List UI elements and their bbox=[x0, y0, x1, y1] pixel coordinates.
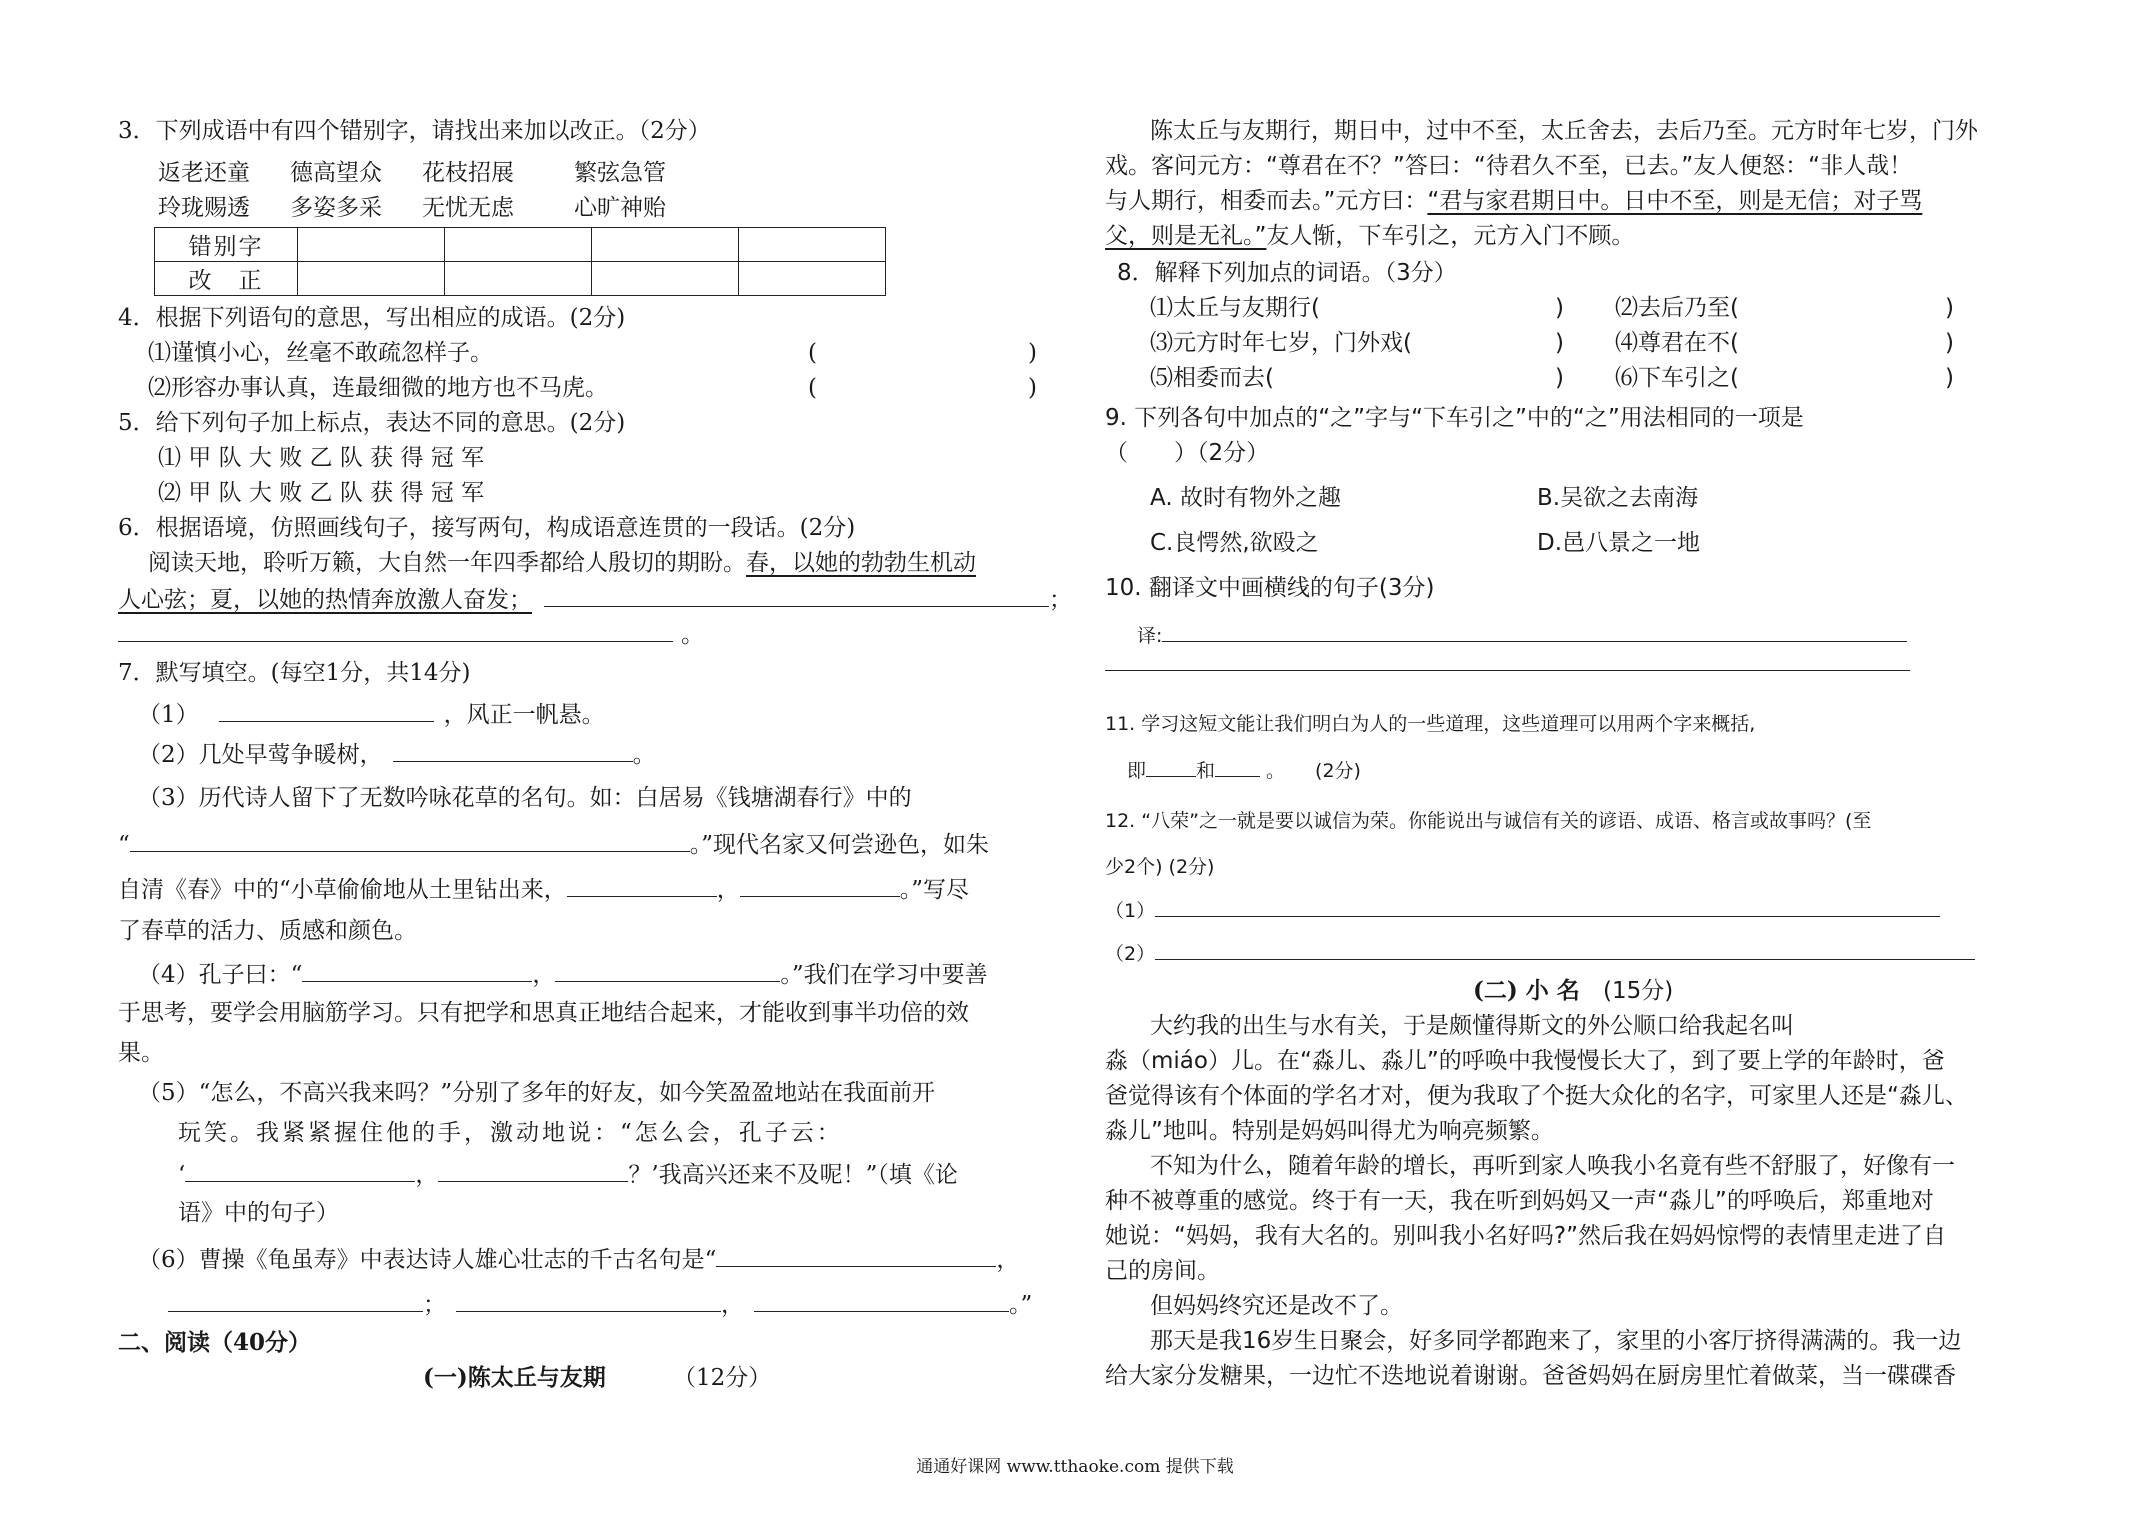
blank[interactable] bbox=[754, 1287, 1009, 1312]
q4-title: 4．根据下列语句的意思，写出相应的成语。(2分) bbox=[118, 305, 626, 331]
reading2-score: (15分) bbox=[1603, 978, 1674, 1004]
q8-close: ) bbox=[1555, 330, 1564, 356]
q8-close: ) bbox=[1555, 365, 1564, 391]
q10-blank-line2[interactable] bbox=[1105, 670, 1910, 671]
q10-title: 10. 翻译文中画横线的句子(3分) bbox=[1105, 575, 1435, 601]
passage-line: 与人期行，相委而去。”元方曰：“君与家君期日中。日中不至，则是无信；对子骂 bbox=[1105, 188, 1923, 214]
footer-credit: 通通好课网 www.tthaoke.com 提供下载 bbox=[916, 1457, 1234, 1477]
q7-s5-l2: 玩笑。我紧紧握住他的手，激动地说：“怎么会，孔子云： bbox=[178, 1120, 843, 1146]
section-2-heading: 二、阅读（40分） bbox=[118, 1329, 312, 1356]
q3-title: 3．下列成语中有四个错别字，请找出来加以改正。（2分） bbox=[118, 118, 711, 144]
passage2-line: 但妈妈终究还是改不了。 bbox=[1150, 1293, 1403, 1319]
blank[interactable] bbox=[438, 1157, 628, 1182]
q4-paren-open: ( bbox=[808, 340, 817, 366]
blank[interactable] bbox=[567, 872, 717, 897]
q12-item1: （1） bbox=[1105, 895, 1940, 927]
q12-l2: 少2个) (2分) bbox=[1105, 856, 1215, 878]
q12-title: 12. “八荣”之一就是要以诚信为荣。你能说出与诚信有关的谚语、成语、格言或故事吗？(至 bbox=[1105, 810, 1872, 832]
q8-item6: ⑹下车引之( bbox=[1615, 365, 1739, 391]
passage2-line: 不知为什么，随着年龄的增长，再听到家人唤我小名竟有些不舒服了，好像有一 bbox=[1150, 1153, 1955, 1179]
passage2-line: 爸觉得该有个体面的学名才对，便为我取了个挺大众化的名字，可家里人还是“淼儿、 bbox=[1105, 1083, 1968, 1109]
q7-s3-l2: “ 。”现代名家又何尝逊色，如朱 bbox=[118, 827, 989, 861]
q7-title: 7．默写填空。(每空1分，共14分) bbox=[118, 660, 471, 686]
passage-line: 陈太丘与友期行，期日中，过中不至，太丘舍去，去后乃至。元方时年七岁，门外 bbox=[1150, 118, 1978, 144]
q9-title: 9. 下列各句中加点的“之”字与“下车引之”中的“之”用法相同的一项是 bbox=[1105, 405, 1804, 431]
q8-title: 8．解释下列加点的词语。（3分） bbox=[1117, 260, 1457, 286]
passage2-line: 种不被尊重的感觉。终于有一天，我在听到妈妈又一声“淼儿”的呼唤后，郑重地对 bbox=[1105, 1188, 1934, 1214]
blank[interactable] bbox=[555, 957, 780, 982]
q4-item2: ⑵形容办事认真，连最细微的地方也不马虎。 bbox=[148, 375, 608, 401]
blank[interactable] bbox=[1155, 941, 1975, 960]
passage2-line: 那天是我16岁生日聚会，好多同学都跑来了，家里的小客厅挤得满满的。我一边 bbox=[1150, 1328, 1962, 1354]
q4-paren-close: ) bbox=[1028, 340, 1037, 366]
blank[interactable] bbox=[716, 1242, 996, 1267]
blank[interactable] bbox=[544, 582, 1049, 607]
q10-answer-line: 译: bbox=[1137, 620, 1907, 652]
q7-s1: （1） ，风正一帆悬。 bbox=[138, 697, 605, 731]
q5-title: 5．给下列句子加上标点，表达不同的意思。(2分) bbox=[118, 410, 626, 436]
passage-line: 戏。客问元方：“尊君在不？”答曰：“待君久不至，已去。”友人便怒：“非人哉！ bbox=[1105, 153, 1913, 179]
blank[interactable] bbox=[1215, 758, 1260, 777]
q6-line1: 阅读天地，聆听万籁，大自然一年四季都给人殷切的期盼。春，以她的勃勃生机动 bbox=[148, 550, 976, 576]
q8-item4: ⑷尊君在不( bbox=[1615, 330, 1739, 356]
q9-paren: （ ）（2分） bbox=[1105, 440, 1270, 466]
q7-s3-l3: 自清《春》中的“小草偷偷地从土里钻出来， ， 。”写尽 bbox=[118, 872, 969, 906]
table-head-wrong: 错别字 bbox=[155, 228, 298, 262]
table-cell[interactable] bbox=[298, 262, 445, 296]
q9-option-c[interactable]: C.良愕然,欲殴之 bbox=[1150, 530, 1319, 556]
q4-paren-open: ( bbox=[808, 375, 817, 401]
table-cell[interactable] bbox=[592, 262, 739, 296]
table-cell[interactable] bbox=[298, 228, 445, 262]
blank[interactable] bbox=[302, 957, 532, 982]
q12-item2: （2） bbox=[1105, 938, 1975, 970]
q8-close: ) bbox=[1555, 295, 1564, 321]
q5-item2: ⑵ 甲 队 大 败 乙 队 获 得 冠 军 bbox=[158, 480, 485, 506]
q6-line3: 。 bbox=[118, 617, 704, 651]
q8-close: ) bbox=[1945, 330, 1954, 356]
blank[interactable] bbox=[456, 1287, 721, 1312]
q6-line2: 人心弦；夏，以她的热情奔放激人奋发； ； bbox=[118, 582, 1072, 616]
q8-close: ) bbox=[1945, 365, 1954, 391]
q9-option-b[interactable]: B.吴欲之去南海 bbox=[1537, 485, 1699, 511]
q7-s6-l2: ； ， 。” bbox=[168, 1287, 1032, 1321]
q8-item1: ⑴太丘与友期行( bbox=[1150, 295, 1320, 321]
q7-s4-l3: 果。 bbox=[118, 1040, 164, 1066]
q9-option-a[interactable]: A. 故时有物外之趣 bbox=[1150, 485, 1341, 511]
q8-close: ) bbox=[1945, 295, 1954, 321]
blank[interactable] bbox=[219, 697, 434, 722]
blank[interactable] bbox=[1162, 623, 1907, 642]
passage2-line: 淼儿”地叫。特别是妈妈叫得尤为响亮频繁。 bbox=[1105, 1118, 1554, 1144]
blank[interactable] bbox=[185, 1157, 415, 1182]
passage2-line: 己的房间。 bbox=[1105, 1258, 1220, 1284]
q3-idioms-row1: 返老还童 德高望众 花枝招展 繁弦急管 bbox=[158, 160, 666, 186]
q7-s2: （2）几处早莺争暖树， 。 bbox=[138, 737, 656, 771]
q7-s3-l4: 了春草的活力、质感和颜色。 bbox=[118, 918, 417, 944]
q4-item1: ⑴谨慎小心，丝毫不敢疏忽样子。 bbox=[148, 340, 493, 366]
reading1-score: （12分） bbox=[673, 1365, 772, 1391]
q3-idioms-row2: 玲珑赐透 多姿多采 无忧无虑 心旷神贻 bbox=[158, 195, 666, 221]
passage2-line: 大约我的出生与水有关，于是颇懂得斯文的外公顺口给我起名叫 bbox=[1150, 1013, 1794, 1039]
q7-s5-l3: ‘ ， ？’我高兴还来不及呢！”（填《论 bbox=[178, 1157, 958, 1191]
blank[interactable] bbox=[1146, 758, 1196, 777]
passage2-line: 给大家分发糖果，一边忙不迭地说着谢谢。爸爸妈妈在厨房里忙着做菜，当一碟碟香 bbox=[1105, 1363, 1956, 1389]
q9-option-d[interactable]: D.邑八景之一地 bbox=[1537, 530, 1701, 556]
reading1-title: (一)陈太丘与友期 bbox=[423, 1364, 606, 1391]
q7-s4: （4）孔子曰：“ ， 。”我们在学习中要善 bbox=[138, 957, 988, 991]
q5-item1: ⑴ 甲 队 大 败 乙 队 获 得 冠 军 bbox=[158, 445, 485, 471]
passage2-line: 她说：“妈妈，我有大名的。别叫我小名好吗?”然后我在妈妈惊愕的表情里走进了自 bbox=[1105, 1223, 1947, 1249]
passage-line: 父，则是无礼。”友人惭，下车引之，元方入门不顾。 bbox=[1105, 223, 1635, 249]
q3-answer-table bbox=[154, 227, 886, 296]
table-cell[interactable] bbox=[739, 228, 886, 262]
q8-item5: ⑸相委而去( bbox=[1150, 365, 1274, 391]
passage2-line: 淼（miáo）儿。在“淼儿、淼儿”的呼唤中我慢慢长大了，到了要上学的年龄时，爸 bbox=[1105, 1048, 1945, 1074]
table-cell[interactable] bbox=[445, 262, 592, 296]
blank[interactable] bbox=[168, 1287, 423, 1312]
q6-title: 6．根据语境，仿照画线句子，接写两句，构成语意连贯的一段话。(2分) bbox=[118, 515, 856, 541]
blank[interactable] bbox=[740, 872, 900, 897]
q11-title: 11. 学习这短文能让我们明白为人的一些道理，这些道理可以用两个字来概括, bbox=[1105, 713, 1756, 735]
q7-s5-l4: 语》中的句子） bbox=[178, 1200, 339, 1226]
q7-s5: （5）“怎么，不高兴我来吗？”分别了多年的好友，如今笑盈盈地站在我面前开 bbox=[138, 1080, 936, 1106]
table-cell[interactable] bbox=[739, 262, 886, 296]
q4-paren-close: ) bbox=[1028, 375, 1037, 401]
q7-s6: （6）曹操《龟虽寿》中表达诗人雄心壮志的千古名句是“ ， bbox=[138, 1242, 1019, 1276]
blank[interactable] bbox=[130, 827, 690, 852]
reading2-title: (二) 小 名 bbox=[1473, 977, 1580, 1004]
table-cell[interactable] bbox=[592, 228, 739, 262]
table-cell[interactable] bbox=[445, 228, 592, 262]
table-head-correct: 改 正 bbox=[155, 262, 298, 296]
q8-item3: ⑶元方时年七岁，门外戏( bbox=[1150, 330, 1412, 356]
blank[interactable] bbox=[1155, 898, 1940, 917]
blank[interactable] bbox=[393, 737, 633, 762]
q8-item2: ⑵去后乃至( bbox=[1615, 295, 1739, 321]
q7-s4-l2: 于思考，要学会用脑筋学习。只有把学和思真正地结合起来，才能收到事半功倍的效 bbox=[118, 1000, 969, 1026]
blank[interactable] bbox=[118, 617, 673, 642]
q7-s3: （3）历代诗人留下了无数吟咏花草的名句。如：白居易《钱塘湖春行》中的 bbox=[138, 785, 912, 811]
q11-answer: 即 和 。 (2分) bbox=[1127, 760, 1361, 782]
